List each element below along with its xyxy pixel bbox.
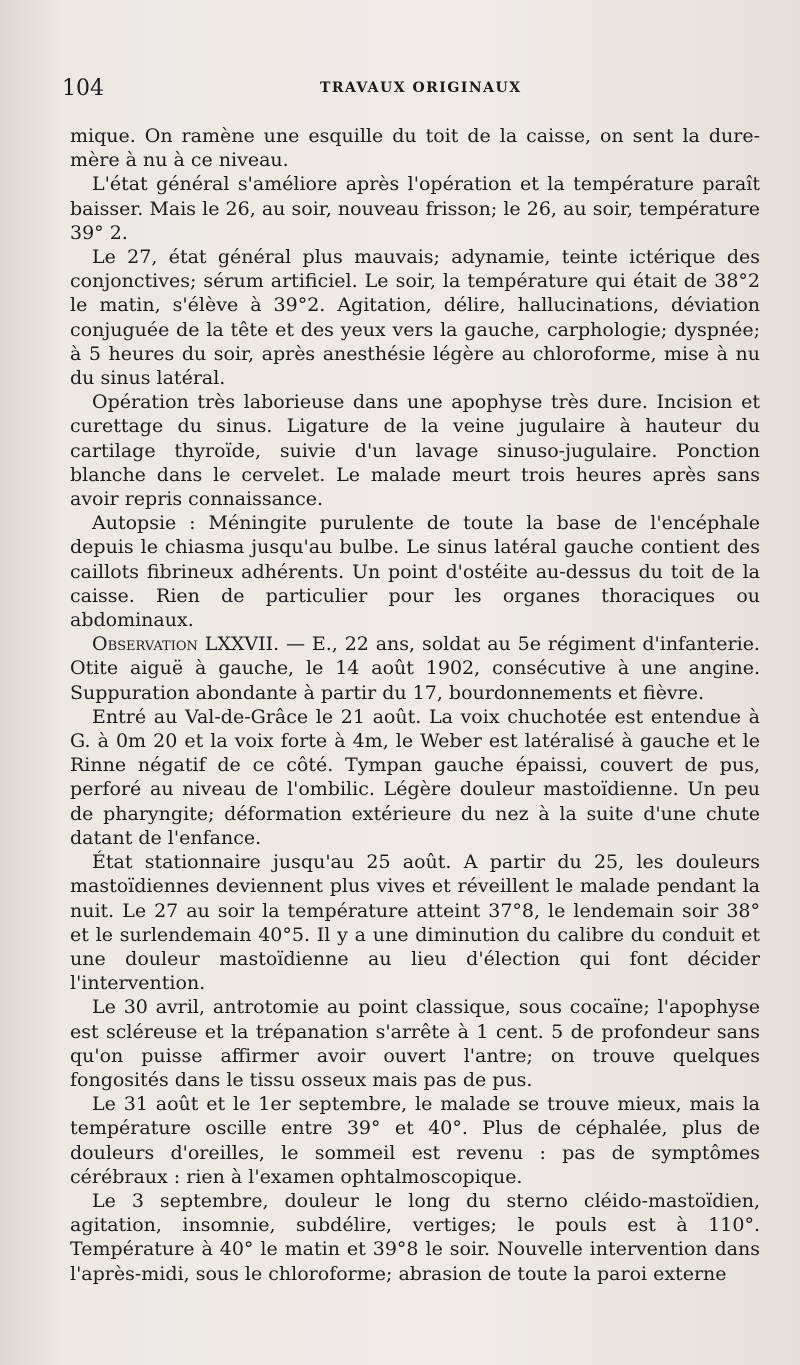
paragraph: Le 30 avril, antrotomie au point classique, sous cocaïne; l'apophyse est scléreuse et la trépanation s'arrête à 1 cent. 5 de profondeur sans qu'on puisse affirmer avoir ouvert l'antre; on trouve quelques fongosités dans le tissu osseux mais pas de pus. xyxy=(70,996,760,1091)
body-text xyxy=(70,124,760,1286)
page-header xyxy=(62,76,760,106)
observation-paragraph xyxy=(70,632,760,705)
observation-text: E., 22 ans, soldat au 5e régiment d'infanterie. Otite aiguë à gauche, le 14 août 1902, consécutive à une angine. Suppuration abondante à partir du 17, bourdonnements et fièvre. xyxy=(70,633,760,704)
observation-label: Observation LXXVII. — xyxy=(92,633,306,656)
paragraph: Autopsie : Méningite purulente de toute la base de l'encéphale depuis le chiasma jusqu'au bulbe. Le sinus latéral gauche contient des caillots fibrineux adhérents. Un point d'ostéite au-dessus du toit de la caisse. Rien de particulier pour les organes thoraciques ou abdominaux. xyxy=(70,512,760,632)
running-title: TRAVAUX ORIGINAUX xyxy=(320,80,522,96)
page-number: 104 xyxy=(62,76,104,101)
paragraph: Le 3 septembre, douleur le long du sterno cléido-mastoïdien, agitation, insomnie, subdélire, vertiges; le pouls est à 110°. Température à 40° le matin et 39°8 le soir. Nouvelle intervention dans l'après-midi, sous le chloroforme; abrasion de toute la paroi externe xyxy=(70,1189,760,1285)
paragraph: Opération très laborieuse dans une apophyse très dure. Incision et curettage du sinus. Ligature de la veine jugulaire à hauteur du cartilage thyroïde, suivie d'un lavage sinuso-jugulaire. Ponction blanche dans le cervelet. Le malade meurt trois heures après sans avoir repris connaissance. xyxy=(70,391,760,511)
paragraph: Entré au Val-de-Grâce le 21 août. La voix chuchotée est entendue à G. à 0m 20 et la voix forte à 4m, le Weber est latéralisé à gauche et le Rinne négatif de ce côté. Tympan gauche épaissi, couvert de pus, perforé au niveau de l'ombilic. Légère douleur mastoïdienne. Un peu de pharyngite; déformation extérieure du nez à la suite d'une chute datant de l'enfance. xyxy=(70,705,760,849)
paragraph: Le 31 août et le 1er septembre, le malade se trouve mieux, mais la température oscille entre 39° et 40°. Plus de céphalée, plus de douleurs d'oreilles, le sommeil est revenu : pas de symptômes cérébraux : rien à l'examen ophtalmoscopique. xyxy=(70,1093,760,1188)
paragraph: Le 27, état général plus mauvais; adynamie, teinte ictérique des conjonctives; sérum artificiel. Le soir, la température qui était de 38°2 le matin, s'élève à 39°2. Agitation, délire, hallucinations, déviation conjuguée de la tête et des yeux vers la gauche, carphologie; dyspnée; à 5 heures du soir, après anesthésie légère au chloroforme, mise à nu du sinus latéral. xyxy=(70,246,760,390)
paragraph: mique. On ramène une esquille du toit de la caisse, on sent la dure-mère à nu à ce niveau. xyxy=(70,125,760,172)
paragraph: L'état général s'améliore après l'opération et la température paraît baisser. Mais le 26, au soir, nouveau frisson; le 26, au soir, température 39° 2. xyxy=(70,173,760,244)
paragraph: État stationnaire jusqu'au 25 août. A partir du 25, les douleurs mastoïdiennes deviennent plus vives et réveillent le malade pendant la nuit. Le 27 au soir la température atteint 37°8, le lendemain soir 38° et le surlendemain 40°5. Il y a une diminution du calibre du conduit et une douleur mastoïdienne au lieu d'élection qui font décider l'intervention. xyxy=(70,851,760,995)
